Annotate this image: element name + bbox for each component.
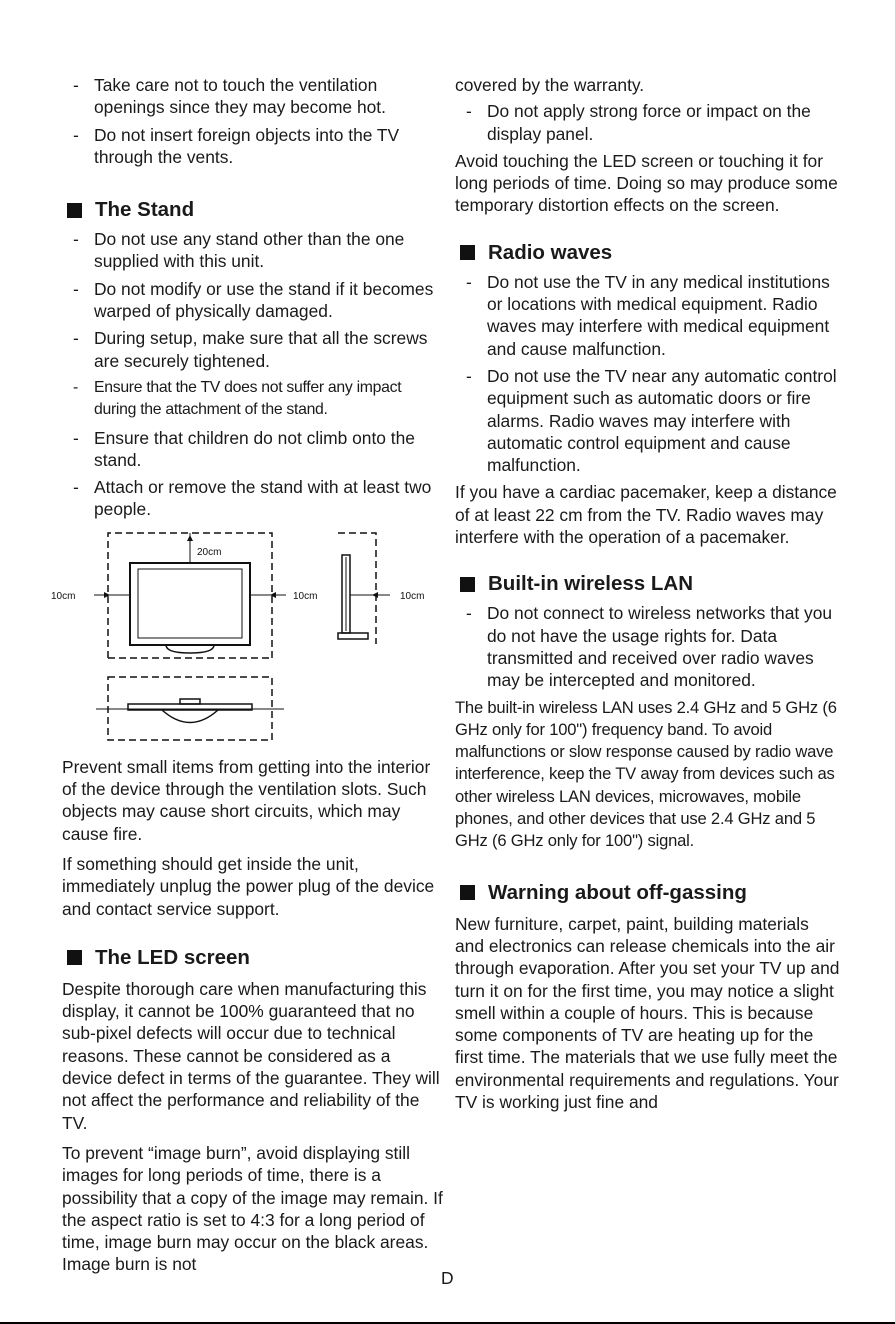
- tv-top-view: [96, 699, 284, 723]
- page-marker: D: [441, 1268, 454, 1288]
- arrow-head-icon: [270, 592, 276, 598]
- top-clearance-label: 20cm: [197, 546, 222, 558]
- ventilation-warning-list: [62, 74, 445, 168]
- body-paragraph: If you have a cardiac pacemaker, keep a distance of at least 22 cm from the TV. Radio waves may interfere with the operation of a pacemaker.: [455, 482, 837, 548]
- left-clearance-label: 10cm: [51, 590, 76, 602]
- lan-warning-list: [455, 602, 840, 691]
- list-item: - Do not apply strong force or impact on the display panel.: [466, 101, 811, 144]
- list-item-text: During setup, make sure that all the screws are securely tightened.: [94, 328, 428, 371]
- heading-text: The LED screen: [95, 945, 250, 969]
- square-bullet-icon: [67, 203, 82, 218]
- radio-warning-list: [455, 271, 840, 477]
- stand-warning-list: [62, 228, 445, 521]
- square-bullet-icon: [460, 885, 475, 900]
- section-heading-off-gassing: [455, 881, 840, 905]
- list-item: - Do not use the TV in any medical institutions or locations with medical equipment. Radio waves may interfere with medical equipment and cause malfunction.: [466, 271, 830, 359]
- body-paragraph: The built-in wireless LAN uses 2.4 GHz and 5 GHz (6 GHz only for 100") frequency band. To avoid malfunctions or slow response caused by radio wave interference, keep the TV away from devices such as other wireless LAN devices, microwaves, mobile phones, and other devices that use 2.4 GHz and 5 GHz (6 GHz only for 100") signal.: [455, 697, 837, 851]
- tv-side-view: [338, 555, 368, 639]
- tv-stand-base: [166, 645, 214, 653]
- list-item: - Take care not to touch the ventilation openings since they may become hot.: [73, 75, 386, 118]
- list-item: - Do not connect to wireless networks that you do not have the usage rights for. Data transmitted and received over radio waves may be intercepted and monitored.: [466, 603, 833, 691]
- section-heading-led-screen: [62, 946, 445, 970]
- tv-front-view: [130, 563, 250, 653]
- square-bullet-icon: [67, 950, 82, 965]
- heading-text: Radio waves: [488, 240, 613, 264]
- list-item-text: Ensure that the TV does not suffer any impact during the attachment of the stand.: [94, 378, 402, 419]
- right-column: [455, 74, 840, 1121]
- body-paragraph: Avoid touching the LED screen or touching it for long periods of time. Doing so may produce some temporary distortion effects on the screen.: [455, 150, 838, 216]
- square-bullet-icon: [460, 245, 475, 260]
- list-item: - During setup, make sure that all the screws are securely tightened.: [73, 328, 428, 371]
- tv-top-mount: [180, 699, 200, 704]
- side-view-clearance-boundary: [338, 533, 376, 644]
- arrow-head-icon: [104, 592, 110, 598]
- arrow-head-icon: [187, 535, 193, 541]
- list-item-text: Do not apply strong force or impact on the display panel.: [487, 101, 811, 144]
- arrow-head-icon: [372, 592, 378, 598]
- list-item-text: Do not modify or use the stand if it becomes warped of physically damaged.: [94, 278, 434, 322]
- list-item-text: Do not use the TV in any medical institutions or locations with medical equipment. Radio waves may interfere with medical equipment and cause malfunction.: [487, 271, 830, 359]
- tv-screen: [138, 569, 242, 638]
- heading-text: The Stand: [95, 198, 195, 222]
- heading-text: Warning about off-gassing: [488, 880, 747, 904]
- list-item-text: Take care not to touch the ventilation openings since they may become hot.: [94, 75, 386, 118]
- list-item: - Attach or remove the stand with at least two people.: [73, 477, 432, 520]
- clearance-diagram: [50, 529, 433, 754]
- list-item: - Ensure that children do not climb onto the stand.: [73, 427, 415, 470]
- list-item: - Ensure that the TV does not suffer any impact during the attachment of the stand.: [73, 378, 402, 419]
- list-item-text: Do not connect to wireless networks that you do not have the usage rights for. Data transmitted and received over radio waves may be intercepted and monitored.: [487, 603, 833, 691]
- heading-text: Built-in wireless LAN: [488, 572, 694, 596]
- list-item-text: Do not insert foreign objects into the TV through the vents.: [94, 124, 400, 167]
- tv-frame: [130, 563, 250, 645]
- list-item: - Do not use any stand other than the one supplied with this unit.: [73, 229, 405, 272]
- body-paragraph: Prevent small items from getting into the interior of the device through the ventilation slots. Such objects may cause short circuits, which may cause fire.: [62, 756, 431, 844]
- body-paragraph: If something should get inside the unit, immediately unplug the power plug of the device and contact service support.: [62, 853, 435, 919]
- list-item-text: Do not use any stand other than the one supplied with this unit.: [94, 229, 405, 272]
- tv-side-stand: [338, 633, 368, 639]
- left-column: [51, 74, 445, 1284]
- square-bullet-icon: [460, 577, 475, 592]
- list-item: - Do not insert foreign objects into the TV through the vents.: [73, 124, 400, 167]
- body-paragraph: Despite thorough care when manufacturing this display, it cannot be 100% guaranteed that no sub-pixel defects will occur due to technical reasons. These cannot be considered as a device defect in terms of the guarantee. They will not affect the performance and reliability of the TV.: [62, 978, 440, 1133]
- tv-top-stand: [162, 710, 218, 723]
- body-paragraph: New furniture, carpet, paint, building materials and electronics can release chemicals into the air through evaporation. After you set your TV up and turn it on for the first time, you may notice a slight smell within a couple of hours. This is because some components of TV are heating up for the first time. The materials that we use fully meet the environmental requirements and regulations. Your TV is working just fine and: [455, 913, 840, 1112]
- list-item-text: Attach or remove the stand with at least two people.: [94, 477, 432, 520]
- list-item-text: Do not use the TV near any automatic control equipment such as automatic doors or fire alarms. Radio waves may interfere with automatic control equipment and cause malfunction.: [487, 365, 837, 476]
- list-item: - Do not modify or use the stand if it becomes warped of physically damaged.: [73, 278, 434, 322]
- section-heading-stand: [62, 198, 445, 222]
- display-warning-list: [455, 100, 840, 145]
- side-clearance-label: 10cm: [400, 590, 425, 602]
- list-item: - Do not use the TV near any automatic control equipment such as automatic doors or fire alarms. Radio waves may interfere with automatic control equipment and cause malfunction.: [466, 365, 837, 476]
- body-paragraph: covered by the warranty.: [455, 75, 645, 95]
- right-clearance-label: 10cm: [293, 590, 318, 602]
- section-heading-wireless-lan: [455, 572, 840, 596]
- body-paragraph: To prevent “image burn”, avoid displaying still images for long periods of time, there is a possibility that a copy of the image may remain. If the aspect ratio is set to 4:3 for a long period of time, image burn may occur on the black areas. Image burn is not: [62, 1142, 443, 1275]
- list-item-text: Ensure that children do not climb onto the stand.: [94, 427, 415, 470]
- section-heading-radio-waves: [455, 241, 840, 265]
